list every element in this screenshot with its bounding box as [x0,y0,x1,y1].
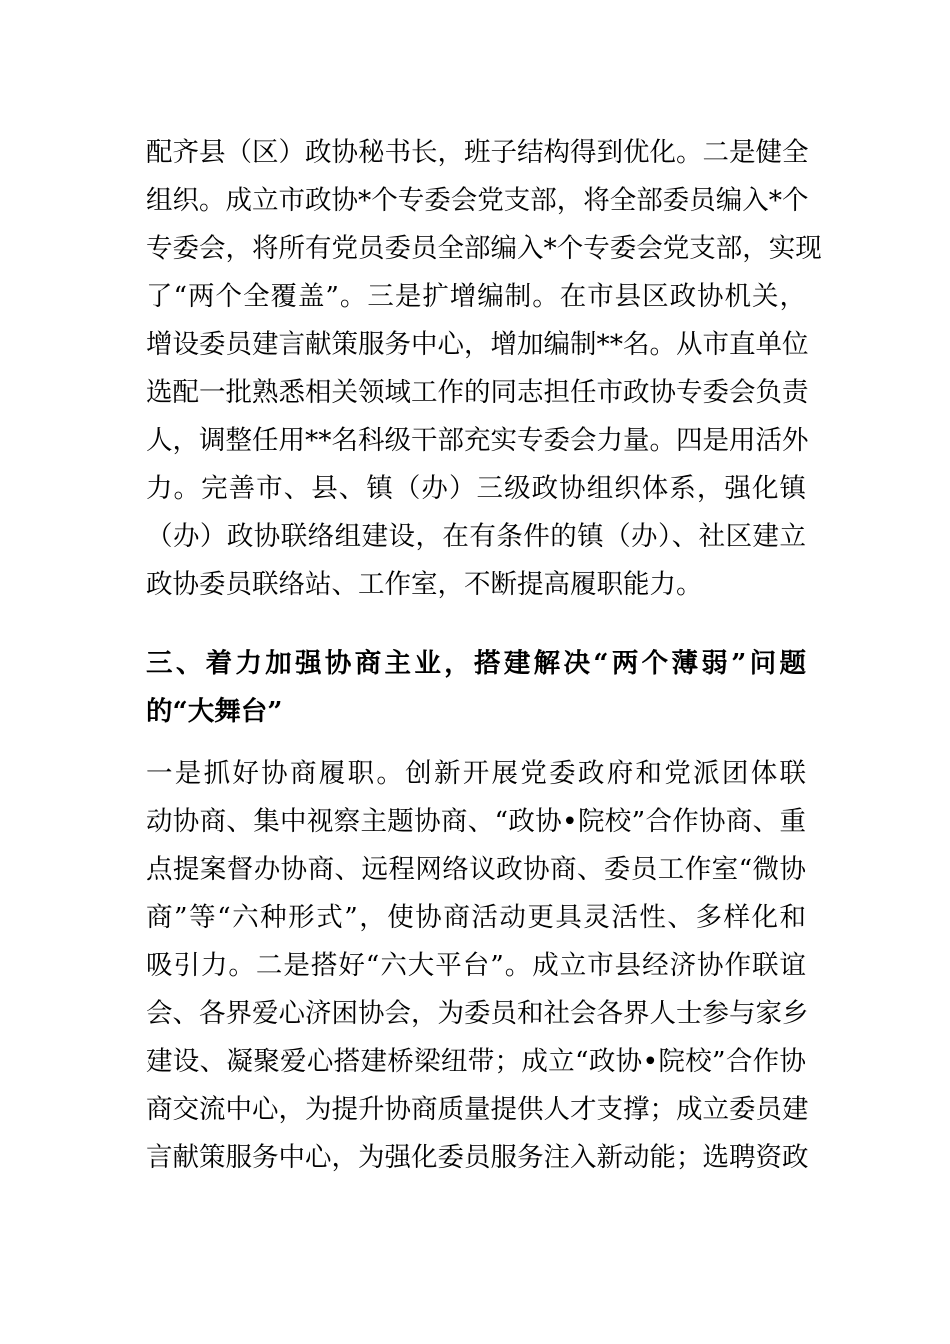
text-line: 配齐县（区）政协秘书长，班子结构得到优化。二是健全 [146,137,809,168]
text-line: 吸引力。二是搭好“六大平台”。成立市县经济协作联谊 [146,950,806,981]
body-paragraph-2 [146,750,809,1182]
text-line: 增设委员建言献策服务中心，增加编制**名。从市直单位 [146,329,809,360]
text-line: 建设、凝聚爱心搭建桥梁纽带；成立“政协•院校”合作协 [146,1046,806,1077]
text-line: 组织。成立市政协*个专委会党支部，将全部委员编入*个 [146,185,809,216]
text-line: （办）政协联络组建设，在有条件的镇（办）、社区建立 [146,521,806,552]
heading-line: 的“大舞台” [146,696,283,727]
text-line: 动协商、集中视察主题协商、“政协•院校”合作协商、重 [146,806,806,837]
heading-line: 三、着力加强协商主业，搭建解决“两个薄弱”问题 [146,648,806,679]
text-line: 一是抓好协商履职。创新开展党委政府和党派团体联 [146,758,806,789]
body-paragraph-1 [146,129,822,609]
text-line: 点提案督办协商、远程网络议政协商、委员工作室“微协 [146,854,806,885]
text-line: 商”等“六种形式”，使协商活动更具灵活性、多样化和 [146,902,806,933]
text-line: 言献策服务中心，为强化委员服务注入新动能；选聘资政 [146,1142,809,1173]
text-line: 会、各界爱心济困协会，为委员和社会各界人士参与家乡 [146,998,809,1029]
text-line: 了“两个全覆盖”。三是扩增编制。在市县区政协机关， [146,281,806,312]
text-line: 政协委员联络站、工作室，不断提高履职能力。 [146,569,703,600]
section-heading-3 [146,640,806,736]
text-line: 人，调整任用**名科级干部充实专委会力量。四是用活外 [146,425,809,456]
text-line: 商交流中心，为提升协商质量提供人才支撑；成立委员建 [146,1094,809,1125]
text-line: 力。完善市、县、镇（办）三级政协组织体系，强化镇 [146,473,806,504]
text-line: 选配一批熟悉相关领域工作的同志担任市政协专委会负责 [146,377,809,408]
text-line: 专委会，将所有党员委员全部编入*个专委会党支部，实现 [146,233,822,264]
